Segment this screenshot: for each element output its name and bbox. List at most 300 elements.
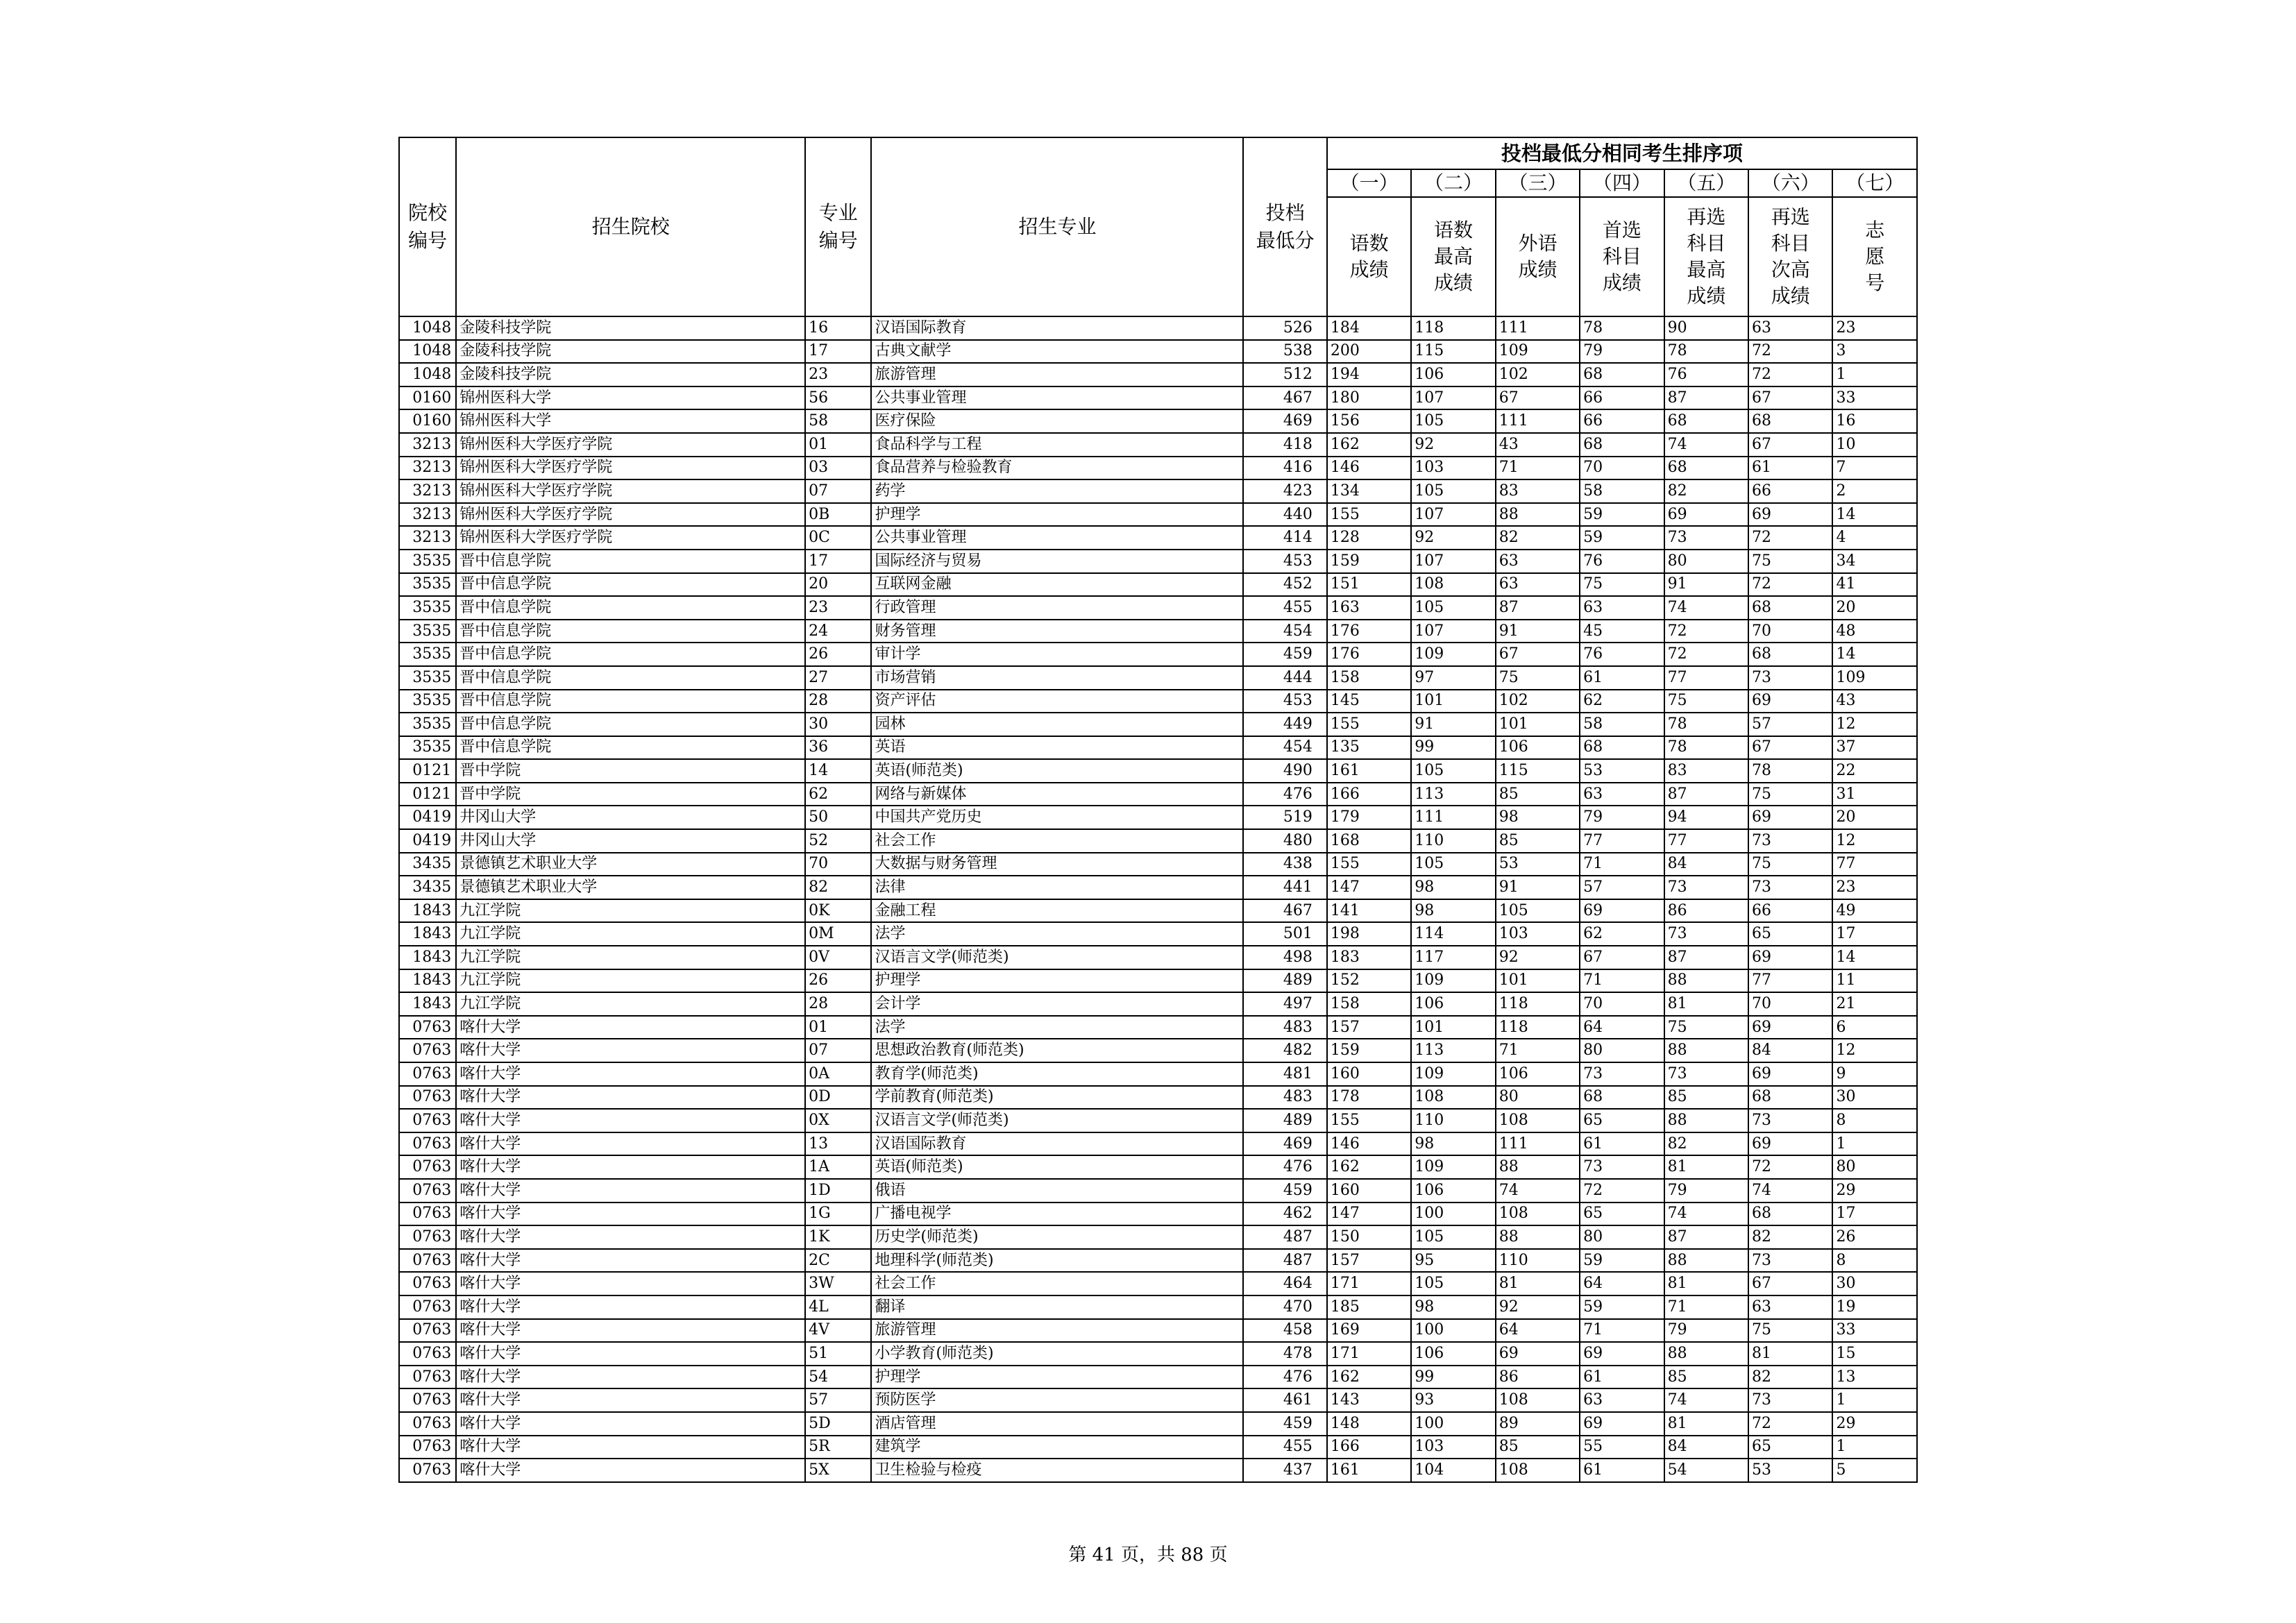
table-row (399, 1109, 1917, 1132)
cell-school-name: 喀什大学 (456, 1388, 805, 1412)
cell-school-name: 晋中信息学院 (456, 690, 805, 713)
cell-score-5: 74 (1664, 433, 1748, 457)
cell-score-2: 107 (1411, 550, 1495, 573)
cell-score-5: 91 (1664, 573, 1748, 597)
cell-major-code: 0C (805, 526, 871, 550)
cell-score-6: 69 (1748, 1132, 1832, 1156)
cell-school-name: 九江学院 (456, 946, 805, 969)
cell-score-5: 79 (1664, 1179, 1748, 1203)
cell-major-name: 学前教育(师范类) (871, 1086, 1243, 1110)
cell-score-5: 75 (1664, 690, 1748, 713)
table-row (399, 1039, 1917, 1062)
cell-score-5: 74 (1664, 1388, 1748, 1412)
cell-score-4: 62 (1580, 690, 1664, 713)
cell-score-5: 72 (1664, 643, 1748, 666)
cell-score-4: 58 (1580, 713, 1664, 736)
table-row (399, 1388, 1917, 1412)
cell-score-6: 69 (1748, 503, 1832, 527)
header-sub-column-text: 再选 科目 最高 成绩 (1687, 205, 1726, 307)
cell-score-6: 72 (1748, 573, 1832, 597)
cell-score-5: 77 (1664, 666, 1748, 690)
cell-score-2: 110 (1411, 1109, 1495, 1132)
cell-score-3: 85 (1496, 1436, 1580, 1459)
cell-school-code: 0763 (399, 1203, 456, 1226)
cell-score-4: 63 (1580, 596, 1664, 620)
table-body (399, 316, 1917, 1482)
cell-score-6: 75 (1748, 783, 1832, 806)
cell-major-name: 法学 (871, 1016, 1243, 1039)
cell-school-name: 晋中学院 (456, 759, 805, 783)
cell-score-1: 147 (1327, 876, 1411, 899)
cell-major-name: 法学 (871, 922, 1243, 946)
cell-wish-number: 1 (1832, 1388, 1917, 1412)
cell-major-code: 52 (805, 829, 871, 853)
cell-score-6: 68 (1748, 643, 1832, 666)
cell-score-6: 68 (1748, 409, 1832, 433)
cell-school-code: 3435 (399, 853, 456, 876)
cell-wish-number: 48 (1832, 620, 1917, 643)
cell-major-code: 1K (805, 1225, 871, 1249)
cell-min-score: 462 (1243, 1203, 1326, 1226)
cell-major-name: 大数据与财务管理 (871, 853, 1243, 876)
header-sub-index: （七） (1832, 169, 1917, 197)
cell-score-2: 107 (1411, 503, 1495, 527)
cell-min-score: 461 (1243, 1388, 1326, 1412)
cell-school-name: 晋中信息学院 (456, 666, 805, 690)
cell-score-4: 66 (1580, 386, 1664, 410)
table-row (399, 690, 1917, 713)
cell-score-2: 107 (1411, 386, 1495, 410)
cell-school-name: 喀什大学 (456, 1016, 805, 1039)
cell-score-4: 61 (1580, 1366, 1664, 1389)
cell-major-name: 俄语 (871, 1179, 1243, 1203)
cell-score-2: 105 (1411, 596, 1495, 620)
cell-major-code: 50 (805, 806, 871, 829)
cell-school-code: 1843 (399, 969, 456, 993)
cell-school-name: 锦州医科大学医疗学院 (456, 457, 805, 480)
cell-score-4: 62 (1580, 922, 1664, 946)
cell-min-score: 459 (1243, 643, 1326, 666)
cell-score-4: 76 (1580, 643, 1664, 666)
cell-score-5: 84 (1664, 1436, 1748, 1459)
cell-score-1: 160 (1327, 1062, 1411, 1086)
page-footer: 第 41 页，共 88 页 (1068, 1545, 1228, 1565)
cell-major-name: 国际经济与贸易 (871, 550, 1243, 573)
cell-score-2: 98 (1411, 876, 1495, 899)
cell-score-5: 68 (1664, 457, 1748, 480)
cell-school-code: 0763 (399, 1179, 456, 1203)
cell-score-2: 115 (1411, 340, 1495, 364)
cell-major-name: 酒店管理 (871, 1412, 1243, 1436)
cell-wish-number: 12 (1832, 829, 1917, 853)
cell-score-6: 72 (1748, 1155, 1832, 1179)
header-sub-column-text: 外语 成绩 (1518, 232, 1558, 281)
cell-major-code: 2C (805, 1249, 871, 1273)
cell-score-2: 109 (1411, 643, 1495, 666)
cell-score-2: 92 (1411, 433, 1495, 457)
cell-min-score: 483 (1243, 1086, 1326, 1110)
cell-min-score: 526 (1243, 316, 1326, 340)
cell-score-5: 71 (1664, 1295, 1748, 1319)
header-sub-column (1832, 197, 1917, 316)
cell-school-code: 0763 (399, 1436, 456, 1459)
cell-min-score: 441 (1243, 876, 1326, 899)
cell-major-code: 23 (805, 596, 871, 620)
cell-major-name: 预防医学 (871, 1388, 1243, 1412)
cell-score-5: 73 (1664, 876, 1748, 899)
cell-wish-number: 17 (1832, 922, 1917, 946)
cell-major-code: 62 (805, 783, 871, 806)
cell-school-name: 锦州医科大学医疗学院 (456, 503, 805, 527)
cell-min-score: 478 (1243, 1342, 1326, 1366)
cell-school-code: 3535 (399, 666, 456, 690)
cell-score-6: 57 (1748, 713, 1832, 736)
cell-score-4: 57 (1580, 876, 1664, 899)
cell-score-5: 69 (1664, 503, 1748, 527)
cell-wish-number: 4 (1832, 526, 1917, 550)
cell-score-1: 155 (1327, 1109, 1411, 1132)
table-row (399, 363, 1917, 386)
cell-score-1: 158 (1327, 666, 1411, 690)
cell-score-4: 79 (1580, 806, 1664, 829)
cell-major-code: 03 (805, 457, 871, 480)
cell-score-1: 166 (1327, 1436, 1411, 1459)
cell-school-code: 0160 (399, 409, 456, 433)
cell-score-2: 107 (1411, 620, 1495, 643)
cell-major-code: 0V (805, 946, 871, 969)
cell-wish-number: 12 (1832, 1039, 1917, 1062)
cell-school-name: 锦州医科大学医疗学院 (456, 433, 805, 457)
cell-major-name: 食品营养与检验教育 (871, 457, 1243, 480)
cell-score-6: 68 (1748, 1086, 1832, 1110)
cell-score-4: 79 (1580, 340, 1664, 364)
cell-major-name: 社会工作 (871, 1272, 1243, 1295)
header-sub-index: （四） (1580, 169, 1664, 197)
cell-score-3: 63 (1496, 550, 1580, 573)
cell-school-name: 九江学院 (456, 969, 805, 993)
cell-score-5: 72 (1664, 620, 1748, 643)
cell-major-code: 0B (805, 503, 871, 527)
cell-score-2: 106 (1411, 363, 1495, 386)
cell-school-name: 晋中信息学院 (456, 620, 805, 643)
table-row (399, 806, 1917, 829)
cell-score-3: 101 (1496, 969, 1580, 993)
table-row (399, 759, 1917, 783)
cell-score-1: 155 (1327, 503, 1411, 527)
cell-score-1: 171 (1327, 1342, 1411, 1366)
cell-score-5: 88 (1664, 1342, 1748, 1366)
table-row (399, 899, 1917, 923)
cell-wish-number: 20 (1832, 596, 1917, 620)
cell-score-5: 68 (1664, 409, 1748, 433)
cell-score-4: 69 (1580, 899, 1664, 923)
cell-wish-number: 8 (1832, 1109, 1917, 1132)
cell-major-code: 07 (805, 1039, 871, 1062)
cell-score-1: 194 (1327, 363, 1411, 386)
table-row (399, 340, 1917, 364)
table-row (399, 783, 1917, 806)
cell-wish-number: 33 (1832, 1319, 1917, 1343)
cell-wish-number: 12 (1832, 713, 1917, 736)
cell-score-2: 98 (1411, 1132, 1495, 1156)
cell-wish-number: 8 (1832, 1249, 1917, 1273)
cell-score-2: 105 (1411, 1272, 1495, 1295)
cell-major-name: 英语(师范类) (871, 759, 1243, 783)
cell-major-name: 互联网金融 (871, 573, 1243, 597)
cell-school-code: 3213 (399, 526, 456, 550)
cell-score-1: 134 (1327, 479, 1411, 503)
cell-school-name: 晋中信息学院 (456, 643, 805, 666)
cell-score-3: 111 (1496, 1132, 1580, 1156)
cell-score-4: 63 (1580, 1388, 1664, 1412)
cell-score-6: 73 (1748, 1109, 1832, 1132)
cell-major-code: 26 (805, 643, 871, 666)
cell-score-6: 69 (1748, 946, 1832, 969)
cell-score-2: 98 (1411, 899, 1495, 923)
cell-score-6: 66 (1748, 899, 1832, 923)
cell-min-score: 487 (1243, 1225, 1326, 1249)
cell-score-5: 74 (1664, 596, 1748, 620)
cell-major-name: 药学 (871, 479, 1243, 503)
cell-min-score: 437 (1243, 1459, 1326, 1482)
cell-major-code: 54 (805, 1366, 871, 1389)
cell-score-2: 105 (1411, 853, 1495, 876)
cell-wish-number: 23 (1832, 316, 1917, 340)
cell-score-6: 53 (1748, 1459, 1832, 1482)
cell-min-score: 444 (1243, 666, 1326, 690)
cell-wish-number: 6 (1832, 1016, 1917, 1039)
table-row (399, 409, 1917, 433)
cell-score-1: 155 (1327, 853, 1411, 876)
cell-wish-number: 37 (1832, 736, 1917, 760)
cell-score-1: 128 (1327, 526, 1411, 550)
table-row (399, 713, 1917, 736)
cell-major-code: 82 (805, 876, 871, 899)
cell-score-5: 87 (1664, 386, 1748, 410)
cell-score-5: 87 (1664, 783, 1748, 806)
table-row (399, 1249, 1917, 1273)
cell-school-code: 0763 (399, 1459, 456, 1482)
cell-score-3: 92 (1496, 1295, 1580, 1319)
cell-score-1: 180 (1327, 386, 1411, 410)
cell-school-code: 0763 (399, 1272, 456, 1295)
cell-score-1: 143 (1327, 1388, 1411, 1412)
cell-score-3: 118 (1496, 992, 1580, 1016)
cell-score-5: 78 (1664, 340, 1748, 364)
cell-score-2: 93 (1411, 1388, 1495, 1412)
cell-school-name: 喀什大学 (456, 1062, 805, 1086)
cell-score-1: 158 (1327, 992, 1411, 1016)
cell-score-3: 80 (1496, 1086, 1580, 1110)
cell-min-score: 414 (1243, 526, 1326, 550)
cell-school-name: 晋中信息学院 (456, 713, 805, 736)
cell-score-5: 88 (1664, 969, 1748, 993)
cell-score-4: 68 (1580, 433, 1664, 457)
cell-major-code: 3W (805, 1272, 871, 1295)
cell-score-4: 61 (1580, 1132, 1664, 1156)
cell-score-4: 63 (1580, 783, 1664, 806)
cell-school-code: 3213 (399, 457, 456, 480)
cell-school-name: 景德镇艺术职业大学 (456, 876, 805, 899)
cell-score-1: 169 (1327, 1319, 1411, 1343)
cell-score-2: 100 (1411, 1412, 1495, 1436)
cell-min-score: 455 (1243, 596, 1326, 620)
table-row (399, 1295, 1917, 1319)
header-sub-column-text: 首选 科目 成绩 (1602, 219, 1641, 294)
cell-score-1: 135 (1327, 736, 1411, 760)
cell-score-5: 88 (1664, 1039, 1748, 1062)
cell-major-name: 财务管理 (871, 620, 1243, 643)
cell-major-name: 法律 (871, 876, 1243, 899)
cell-wish-number: 22 (1832, 759, 1917, 783)
cell-school-name: 喀什大学 (456, 1179, 805, 1203)
header-school: 招生院校 (456, 137, 805, 316)
cell-score-1: 198 (1327, 922, 1411, 946)
cell-school-code: 0763 (399, 1388, 456, 1412)
cell-major-name: 小学教育(师范类) (871, 1342, 1243, 1366)
cell-wish-number: 15 (1832, 1342, 1917, 1366)
cell-wish-number: 14 (1832, 503, 1917, 527)
cell-school-code: 3535 (399, 573, 456, 597)
cell-school-name: 喀什大学 (456, 1295, 805, 1319)
cell-major-name: 网络与新媒体 (871, 783, 1243, 806)
cell-min-score: 449 (1243, 713, 1326, 736)
cell-score-3: 71 (1496, 1039, 1580, 1062)
cell-score-6: 82 (1748, 1225, 1832, 1249)
cell-school-code: 3535 (399, 643, 456, 666)
cell-major-code: 5X (805, 1459, 871, 1482)
cell-school-name: 井冈山大学 (456, 806, 805, 829)
cell-major-code: 07 (805, 479, 871, 503)
cell-score-1: 166 (1327, 783, 1411, 806)
cell-school-code: 0763 (399, 1249, 456, 1273)
cell-score-4: 45 (1580, 620, 1664, 643)
cell-school-code: 0763 (399, 1062, 456, 1086)
table-row (399, 1342, 1917, 1366)
cell-score-3: 98 (1496, 806, 1580, 829)
cell-score-2: 100 (1411, 1203, 1495, 1226)
cell-score-4: 76 (1580, 550, 1664, 573)
cell-score-3: 64 (1496, 1319, 1580, 1343)
cell-score-1: 145 (1327, 690, 1411, 713)
cell-school-name: 晋中信息学院 (456, 550, 805, 573)
cell-major-name: 汉语言文学(师范类) (871, 1109, 1243, 1132)
cell-school-code: 0763 (399, 1342, 456, 1366)
cell-min-score: 455 (1243, 1436, 1326, 1459)
cell-wish-number: 29 (1832, 1412, 1917, 1436)
table-row (399, 1459, 1917, 1482)
cell-score-1: 157 (1327, 1249, 1411, 1273)
cell-score-3: 86 (1496, 1366, 1580, 1389)
cell-score-6: 61 (1748, 457, 1832, 480)
cell-min-score: 423 (1243, 479, 1326, 503)
cell-major-name: 思想政治教育(师范类) (871, 1039, 1243, 1062)
cell-major-code: 14 (805, 759, 871, 783)
cell-score-2: 111 (1411, 806, 1495, 829)
table-row (399, 1016, 1917, 1039)
cell-score-5: 88 (1664, 1249, 1748, 1273)
cell-score-2: 106 (1411, 1342, 1495, 1366)
cell-score-5: 73 (1664, 922, 1748, 946)
cell-score-5: 80 (1664, 550, 1748, 573)
header-sub-column-text: 语数 最高 成绩 (1434, 219, 1474, 294)
cell-score-4: 64 (1580, 1272, 1664, 1295)
cell-wish-number: 30 (1832, 1272, 1917, 1295)
cell-score-1: 176 (1327, 643, 1411, 666)
cell-major-code: 57 (805, 1388, 871, 1412)
table-row (399, 922, 1917, 946)
cell-school-code: 3535 (399, 690, 456, 713)
cell-score-4: 65 (1580, 1203, 1664, 1226)
cell-score-5: 88 (1664, 1109, 1748, 1132)
cell-wish-number: 49 (1832, 899, 1917, 923)
cell-major-code: 0A (805, 1062, 871, 1086)
cell-wish-number: 1 (1832, 363, 1917, 386)
cell-wish-number: 9 (1832, 1062, 1917, 1086)
table-row (399, 479, 1917, 503)
cell-score-1: 179 (1327, 806, 1411, 829)
cell-score-3: 53 (1496, 853, 1580, 876)
cell-min-score: 501 (1243, 922, 1326, 946)
cell-major-name: 地理科学(师范类) (871, 1249, 1243, 1273)
cell-score-6: 82 (1748, 1366, 1832, 1389)
cell-school-code: 0160 (399, 386, 456, 410)
cell-score-2: 110 (1411, 829, 1495, 853)
cell-score-1: 161 (1327, 1459, 1411, 1482)
cell-score-3: 81 (1496, 1272, 1580, 1295)
cell-score-5: 83 (1664, 759, 1748, 783)
cell-wish-number: 10 (1832, 433, 1917, 457)
cell-score-4: 68 (1580, 363, 1664, 386)
table-row (399, 1436, 1917, 1459)
cell-school-code: 0763 (399, 1132, 456, 1156)
cell-school-name: 晋中信息学院 (456, 736, 805, 760)
cell-school-code: 3213 (399, 433, 456, 457)
cell-min-score: 489 (1243, 1109, 1326, 1132)
cell-wish-number: 109 (1832, 666, 1917, 690)
cell-min-score: 487 (1243, 1249, 1326, 1273)
table-row (399, 969, 1917, 993)
cell-school-name: 金陵科技学院 (456, 316, 805, 340)
cell-school-name: 喀什大学 (456, 1319, 805, 1343)
cell-score-3: 102 (1496, 363, 1580, 386)
cell-score-3: 103 (1496, 922, 1580, 946)
cell-score-6: 72 (1748, 1412, 1832, 1436)
cell-score-4: 53 (1580, 759, 1664, 783)
cell-score-2: 109 (1411, 969, 1495, 993)
cell-score-1: 162 (1327, 1366, 1411, 1389)
cell-score-1: 147 (1327, 1203, 1411, 1226)
table-row (399, 503, 1917, 527)
cell-score-3: 110 (1496, 1249, 1580, 1273)
cell-score-3: 85 (1496, 829, 1580, 853)
cell-score-5: 82 (1664, 479, 1748, 503)
cell-major-name: 汉语国际教育 (871, 1132, 1243, 1156)
cell-major-code: 28 (805, 992, 871, 1016)
cell-score-4: 69 (1580, 1342, 1664, 1366)
cell-major-code: 0D (805, 1086, 871, 1110)
cell-major-code: 20 (805, 573, 871, 597)
cell-score-6: 73 (1748, 876, 1832, 899)
cell-score-2: 100 (1411, 1319, 1495, 1343)
cell-major-name: 会计学 (871, 992, 1243, 1016)
cell-score-5: 78 (1664, 736, 1748, 760)
cell-major-code: 27 (805, 666, 871, 690)
cell-wish-number: 41 (1832, 573, 1917, 597)
cell-min-score: 416 (1243, 457, 1326, 480)
cell-score-4: 59 (1580, 1249, 1664, 1273)
table-row (399, 1086, 1917, 1110)
